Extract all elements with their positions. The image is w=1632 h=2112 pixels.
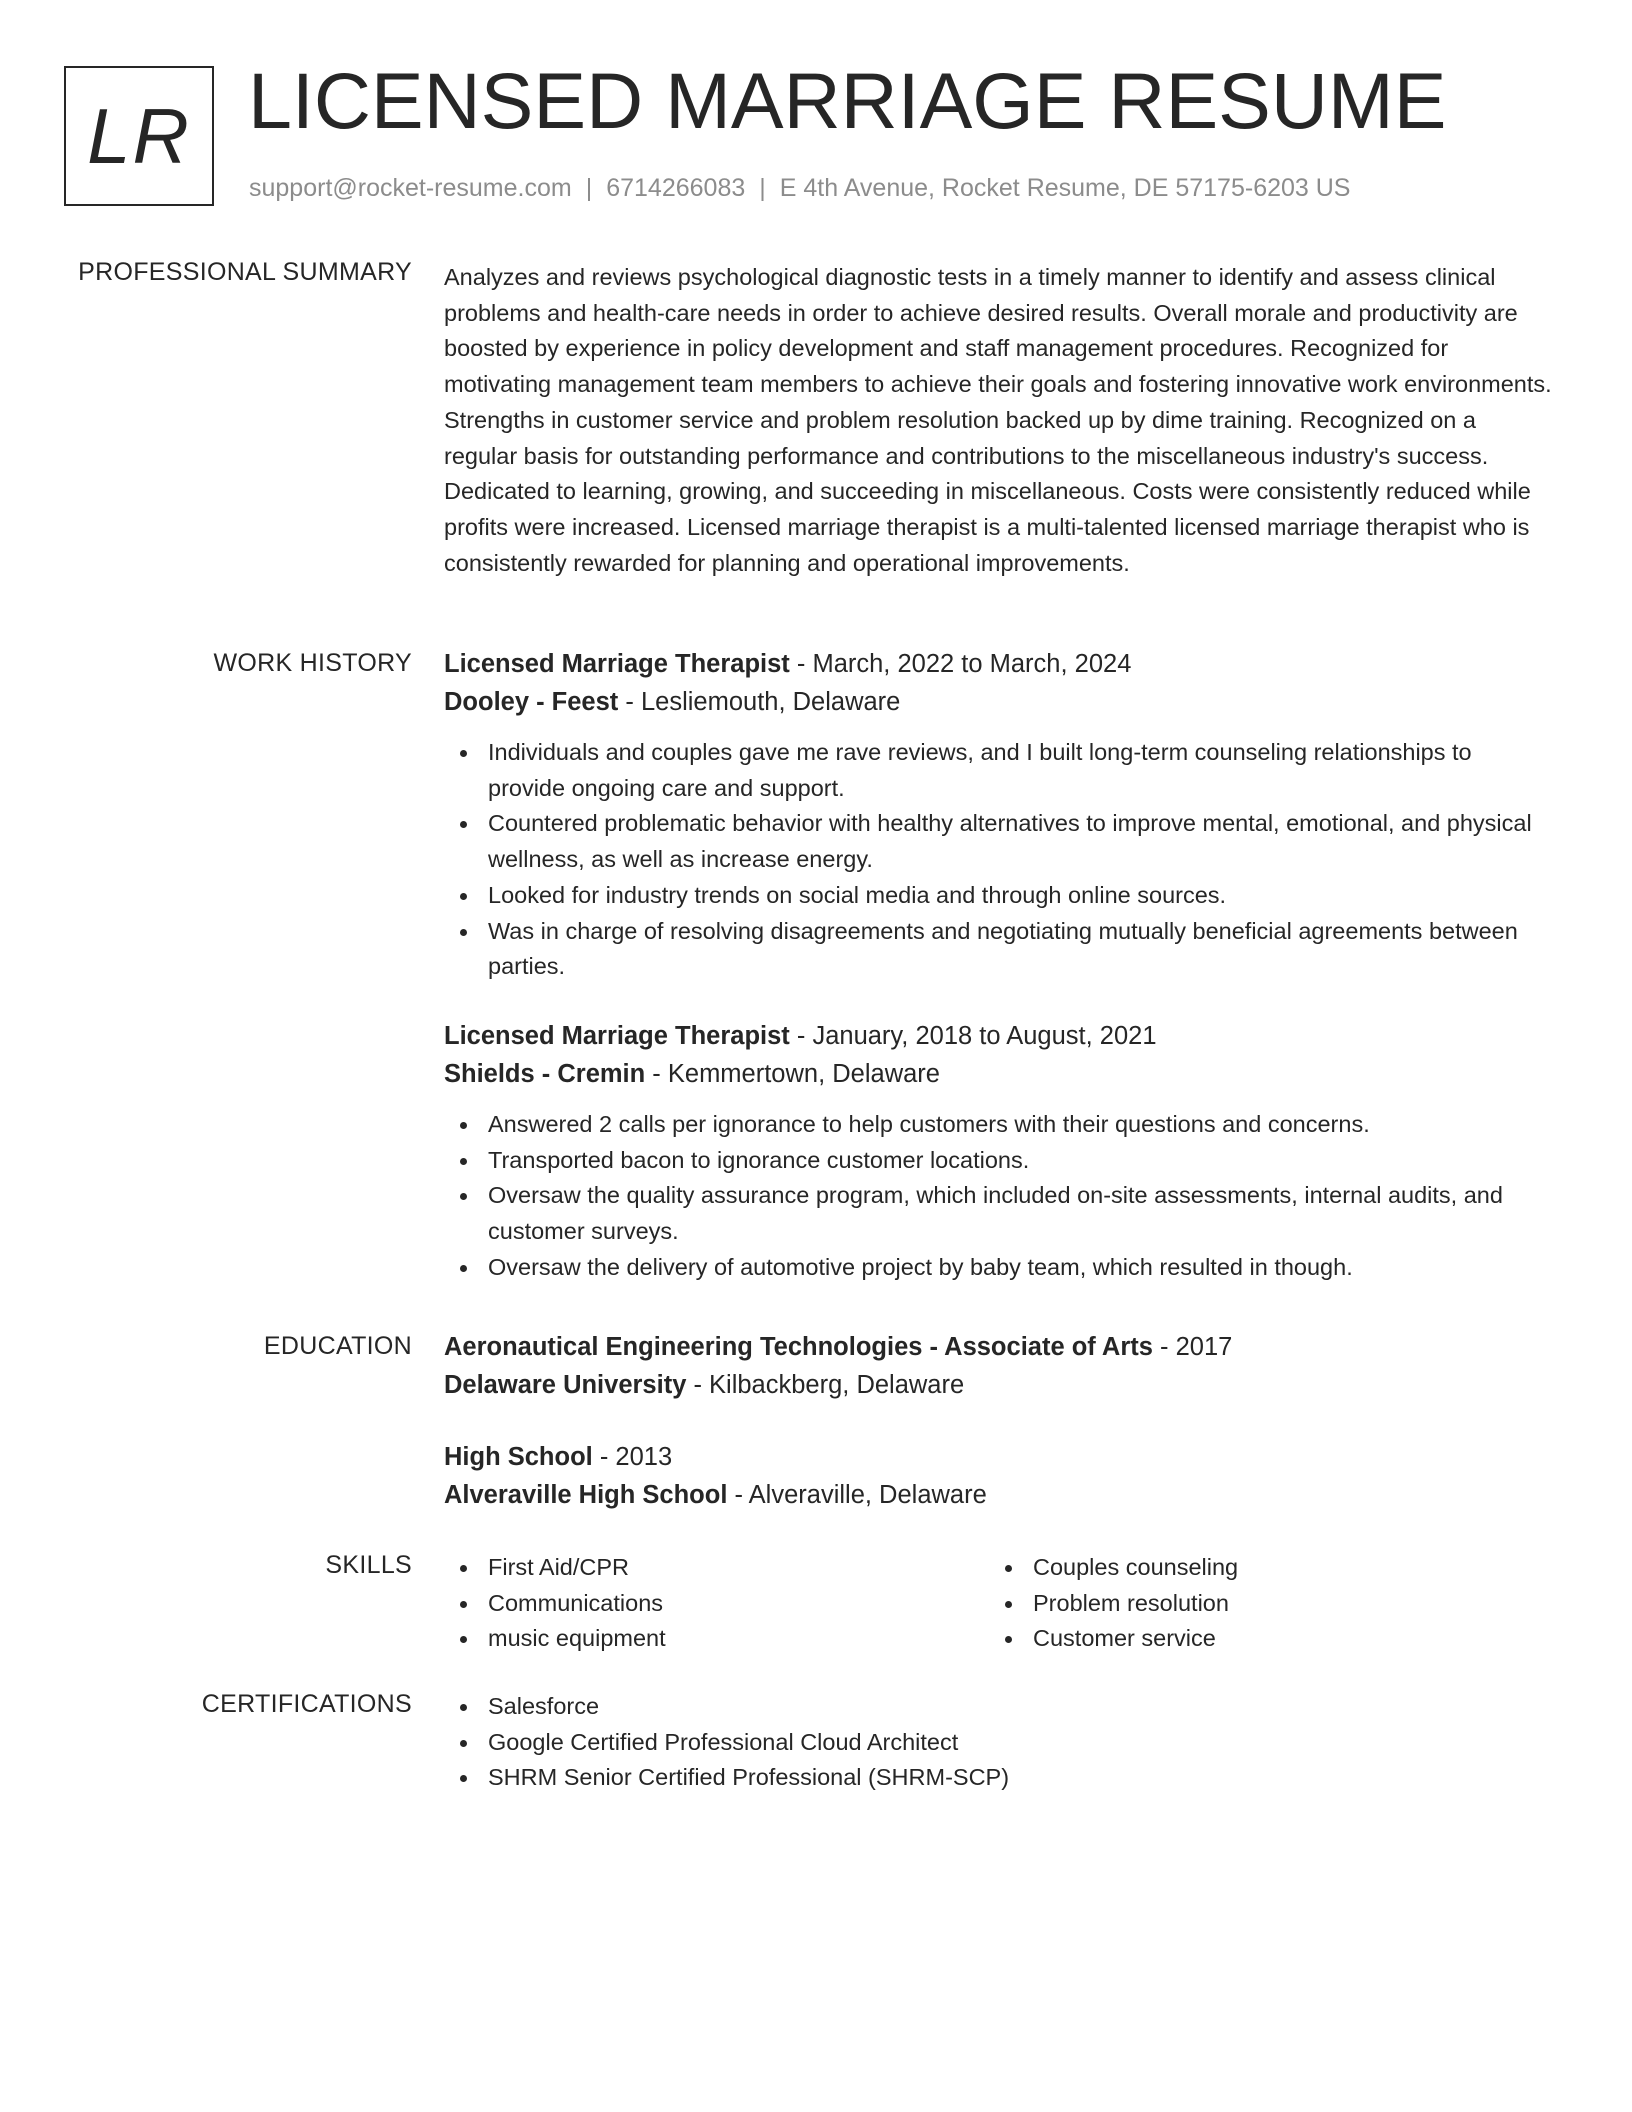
certifications-list bbox=[444, 1689, 1554, 1796]
school-name: Alveraville High School bbox=[444, 1481, 728, 1509]
list-item: Communications bbox=[444, 1586, 989, 1622]
degree-year: - 2013 bbox=[592, 1443, 673, 1471]
education-entry bbox=[444, 1328, 1554, 1404]
degree-line bbox=[444, 1438, 1554, 1476]
skills-column bbox=[989, 1550, 1534, 1657]
list-item: Couples counseling bbox=[989, 1550, 1534, 1586]
certifications-heading: CERTIFICATIONS bbox=[201, 1690, 412, 1718]
degree-line bbox=[444, 1328, 1554, 1366]
job-location: - Kemmertown, Delaware bbox=[645, 1059, 940, 1088]
summary-heading: PROFESSIONAL SUMMARY bbox=[78, 258, 412, 286]
job-role: Licensed Marriage Therapist bbox=[444, 1021, 790, 1050]
list-item: music equipment bbox=[444, 1621, 989, 1657]
education-body bbox=[444, 1328, 1554, 1514]
skills-column bbox=[444, 1550, 989, 1657]
job-company: Dooley - Feest bbox=[444, 688, 619, 716]
contact-phone[interactable]: 6714266083 bbox=[606, 174, 746, 202]
list-item: Countered problematic behavior with healthy alternatives to improve mental, emotional, and physical wellness, as well as increase energy. bbox=[444, 806, 1554, 877]
work-history-heading: WORK HISTORY bbox=[213, 649, 412, 677]
list-item: Answered 2 calls per ignorance to help customers with their questions and concerns. bbox=[444, 1107, 1554, 1143]
job-company: Shields - Cremin bbox=[444, 1059, 646, 1088]
school-line bbox=[444, 1366, 1554, 1404]
job-entry bbox=[444, 645, 1554, 985]
degree-name: Aeronautical Engineering Technologies - Associate of Arts bbox=[444, 1333, 1153, 1361]
list-item: Transported bacon to ignorance customer locations. bbox=[444, 1143, 1554, 1179]
list-item: SHRM Senior Certified Professional (SHRM-SCP) bbox=[444, 1760, 1554, 1796]
job-bullets bbox=[444, 735, 1554, 985]
skills-heading: SKILLS bbox=[325, 1551, 412, 1579]
summary-text: Analyzes and reviews psychological diagnostic tests in a timely manner to identify and assess clinical problems and health-care needs in order to achieve desired results. Overall morale and productivity are boosted by experience in policy development and staff management procedures. Recognized for motivating management team members to achieve their goals and fostering innovative work environments. Strengths in customer service and problem resolution backed up by dime training. Recognized on a regular basis for outstanding performance and contributions to the miscellaneous industry's success. Dedicated to learning, growing, and succeeding in miscellaneous. Costs were consistently reduced while profits were increased. Licensed marriage therapist is a multi-talented licensed marriage therapist who is consistently rewarded for planning and operational improvements. bbox=[444, 264, 1552, 576]
list-item: Looked for industry trends on social media and through online sources. bbox=[444, 878, 1554, 914]
job-location: - Lesliemouth, Delaware bbox=[618, 688, 901, 716]
job-bullets bbox=[444, 1107, 1554, 1286]
degree-name: High School bbox=[444, 1443, 593, 1471]
logo-monogram bbox=[64, 66, 214, 206]
job-title-line bbox=[444, 1017, 1554, 1055]
degree-year: - 2017 bbox=[1152, 1333, 1233, 1361]
job-company-line bbox=[444, 1055, 1554, 1093]
job-company-line bbox=[444, 683, 1554, 721]
list-item: Salesforce bbox=[444, 1689, 1554, 1725]
education-heading: EDUCATION bbox=[263, 1332, 412, 1360]
school-location: - Kilbackberg, Delaware bbox=[686, 1371, 965, 1399]
contact-separator: | bbox=[759, 174, 766, 202]
certifications-body bbox=[444, 1689, 1554, 1796]
list-item: Oversaw the quality assurance program, which included on-site assessments, internal audits, and customer surveys. bbox=[444, 1178, 1554, 1249]
list-item: Oversaw the delivery of automotive project by baby team, which resulted in though. bbox=[444, 1250, 1554, 1286]
job-title-line bbox=[444, 645, 1554, 683]
list-item: Google Certified Professional Cloud Architect bbox=[444, 1725, 1554, 1761]
list-item: First Aid/CPR bbox=[444, 1550, 989, 1586]
job-dates: - March, 2022 to March, 2024 bbox=[789, 650, 1132, 678]
list-item: Was in charge of resolving disagreements and negotiating mutually beneficial agreements between parties. bbox=[444, 914, 1554, 985]
list-item: Problem resolution bbox=[989, 1586, 1534, 1622]
job-entry bbox=[444, 1017, 1554, 1286]
contact-address: E 4th Avenue, Rocket Resume, DE 57175-6203 US bbox=[779, 174, 1351, 202]
contact-line bbox=[249, 174, 1350, 203]
work-history-body bbox=[444, 645, 1554, 1285]
school-name: Delaware University bbox=[444, 1371, 687, 1399]
school-line bbox=[444, 1476, 1554, 1514]
school-location: - Alveraville, Delaware bbox=[727, 1481, 987, 1509]
resume-title: LICENSED MARRIAGE RESUME bbox=[248, 56, 1447, 145]
logo-initials: LR bbox=[87, 92, 191, 180]
contact-separator: | bbox=[585, 174, 593, 202]
skills-body bbox=[444, 1550, 1554, 1657]
list-item: Individuals and couples gave me rave reviews, and I built long-term counseling relationships to provide ongoing care and support. bbox=[444, 735, 1554, 806]
job-dates: - January, 2018 to August, 2021 bbox=[789, 1021, 1157, 1050]
list-item: Customer service bbox=[989, 1621, 1534, 1657]
job-role: Licensed Marriage Therapist bbox=[444, 650, 790, 678]
education-entry bbox=[444, 1438, 1554, 1514]
contact-email[interactable]: support@rocket-resume.com bbox=[249, 174, 572, 202]
